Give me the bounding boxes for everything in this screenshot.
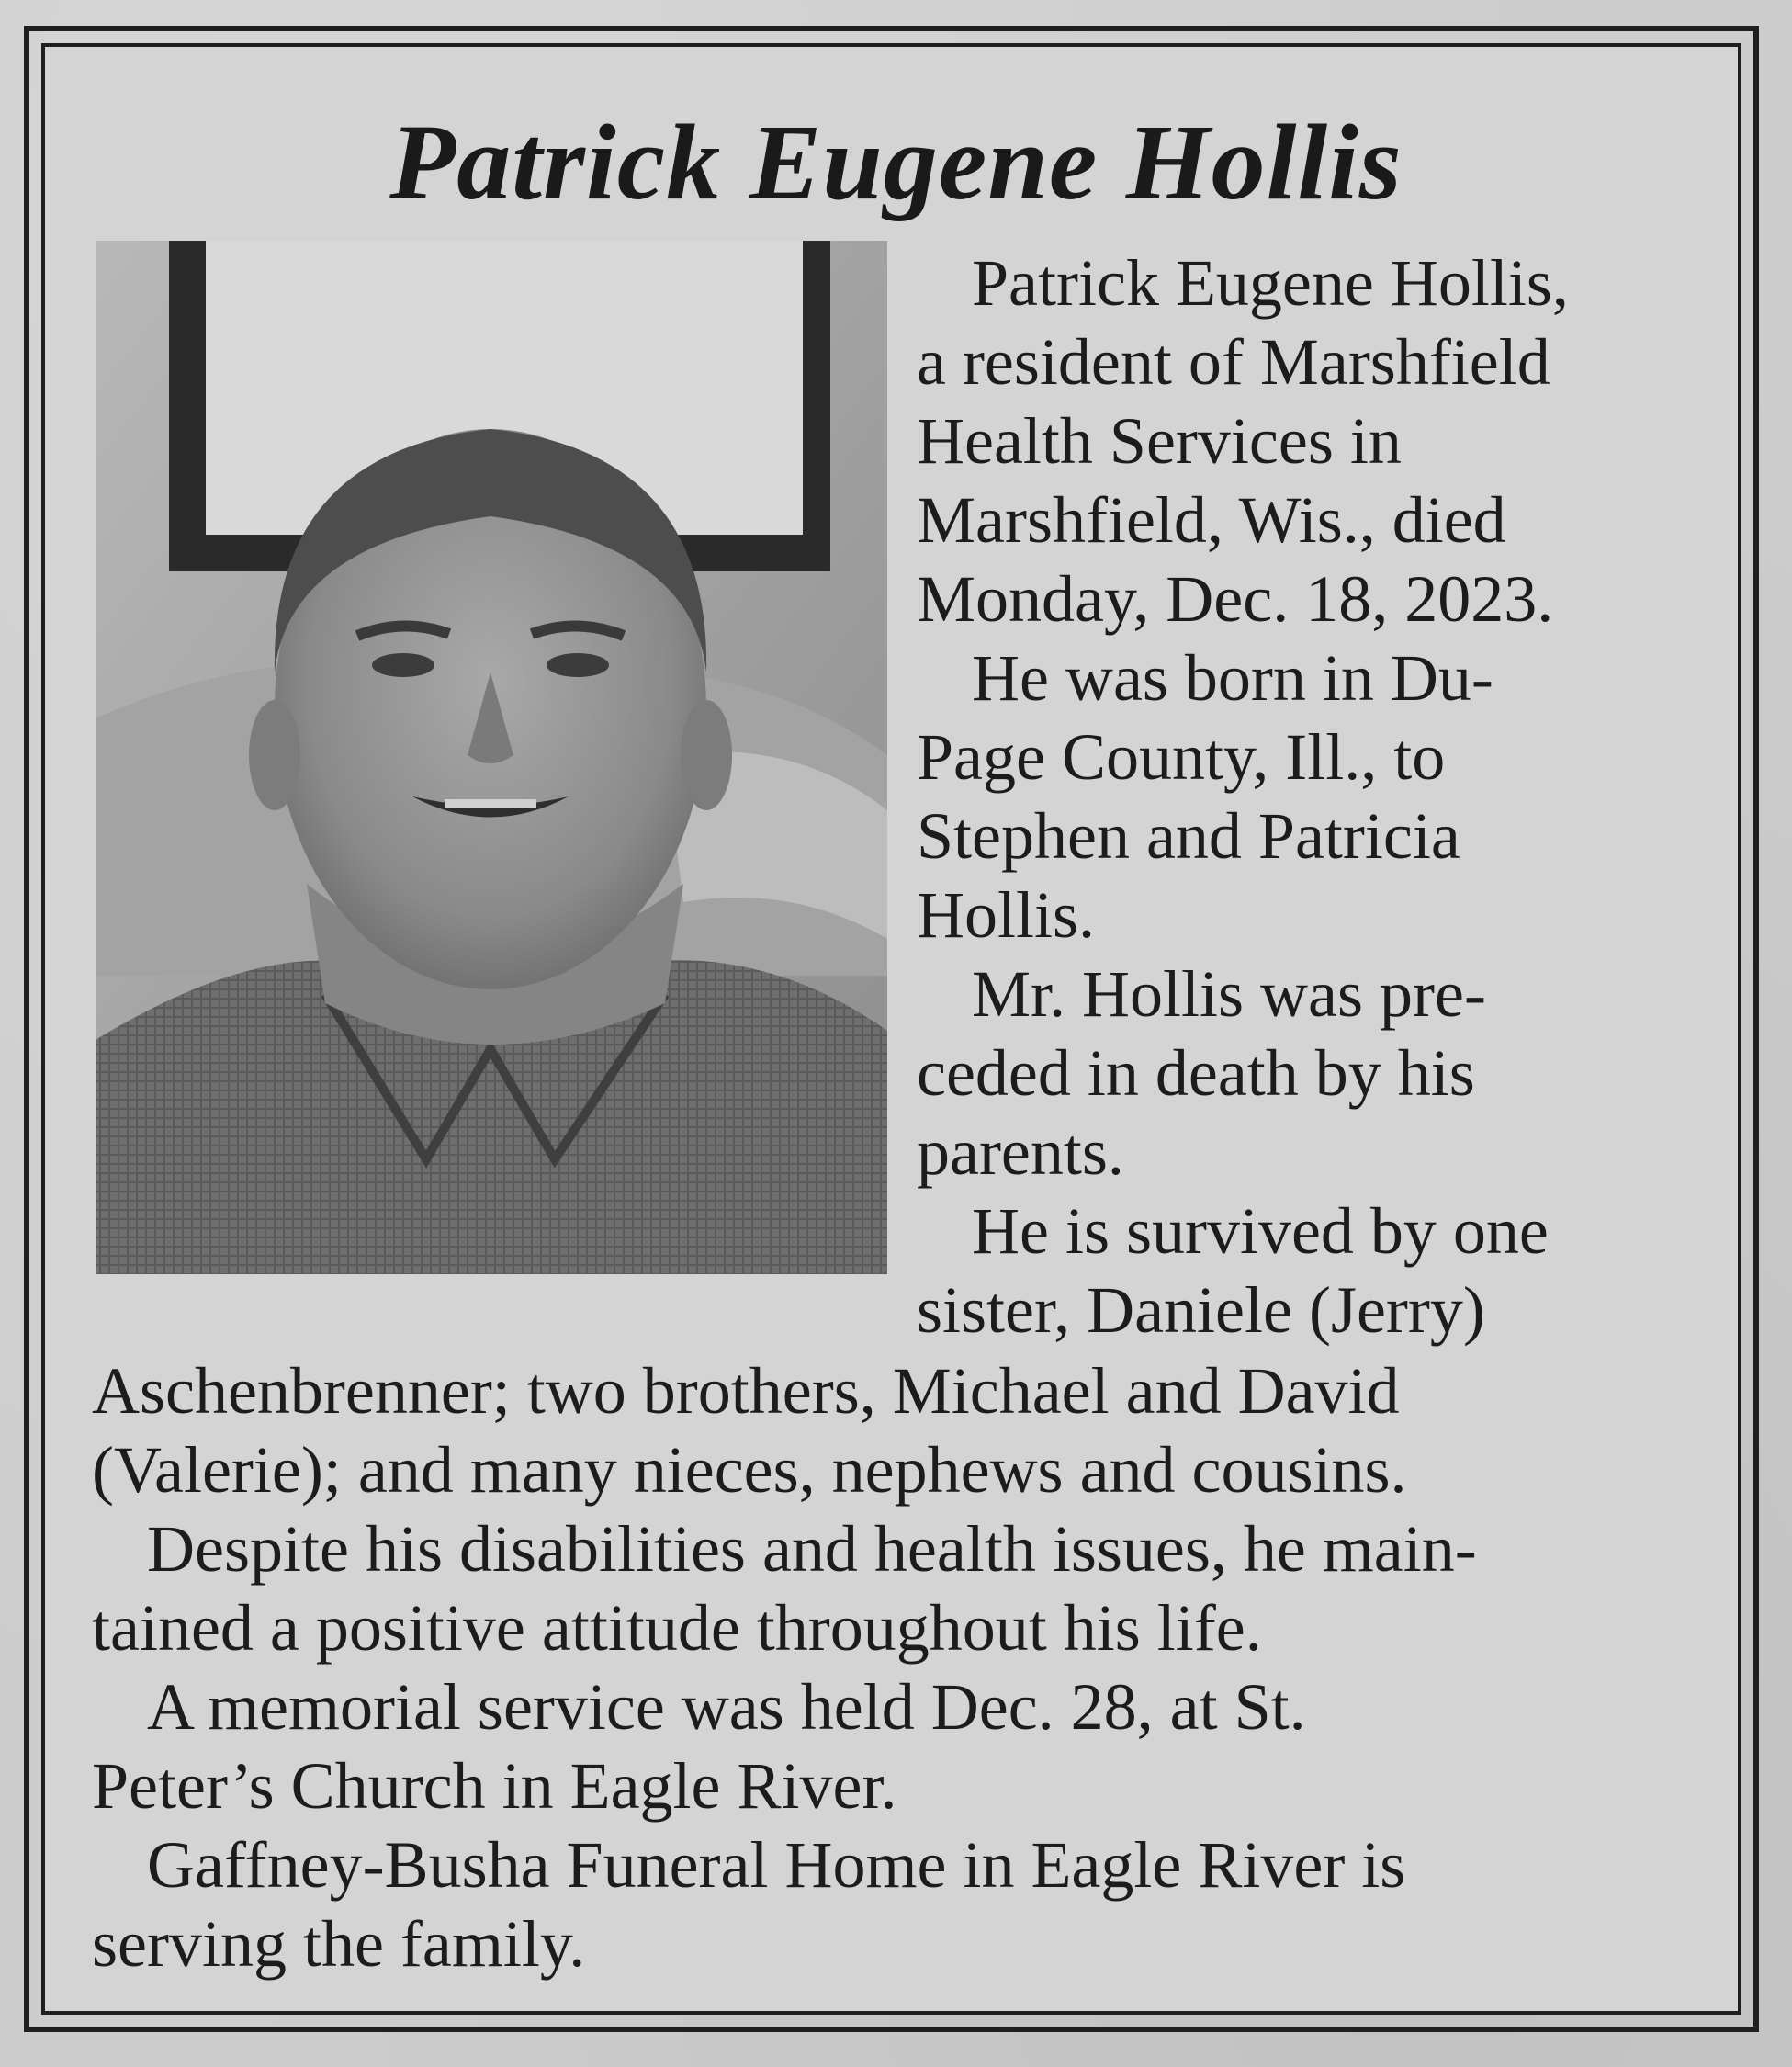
obituary-line: He is survived by one	[972, 1194, 1549, 1268]
obituary-line: Despite his disabilities and health issues, he main-	[147, 1512, 1477, 1586]
obituary-line: He was born in Du-	[972, 641, 1493, 715]
obituary-line: Gaffney-Busha Funeral Home in Eagle River is	[147, 1828, 1406, 1902]
obituary-line: serving the family.	[92, 1907, 586, 1981]
obituary-line: Health Services in	[917, 404, 1402, 478]
obituary-line: sister, Daniele (Jerry)	[917, 1273, 1485, 1347]
obituary-line: a resident of Marshfield	[917, 325, 1550, 399]
obituary-line: Peter’s Church in Eagle River.	[92, 1749, 897, 1823]
obituary-title: Patrick Eugene Hollis	[389, 102, 1403, 222]
obituary-text-column	[917, 243, 1707, 1350]
portrait-photo-icon	[96, 241, 887, 1274]
obituary-line: A memorial service was held Dec. 28, at St.	[147, 1670, 1306, 1744]
obituary-line: Aschenbrenner; two brothers, Michael and David	[92, 1354, 1400, 1428]
obituary-line: Hollis.	[917, 878, 1096, 952]
obituary-line: ceded in death by his	[917, 1036, 1475, 1110]
obituary-line: parents.	[917, 1115, 1124, 1189]
obituary-line: tained a positive attitude throughout his life.	[92, 1591, 1262, 1665]
obituary-line: Mr. Hollis was pre-	[972, 957, 1486, 1031]
obituary-line: Monday, Dec. 18, 2023.	[917, 562, 1554, 636]
obituary-line: Patrick Eugene Hollis,	[972, 246, 1569, 320]
obituary-line: Marshfield, Wis., died	[917, 483, 1506, 557]
obituary-line: Stephen and Patricia	[917, 799, 1460, 873]
obituary-full-width-text	[92, 1351, 1718, 1983]
obituary-line: Page County, Ill., to	[917, 720, 1446, 794]
obituary-line: (Valerie); and many nieces, nephews and cousins.	[92, 1433, 1407, 1507]
